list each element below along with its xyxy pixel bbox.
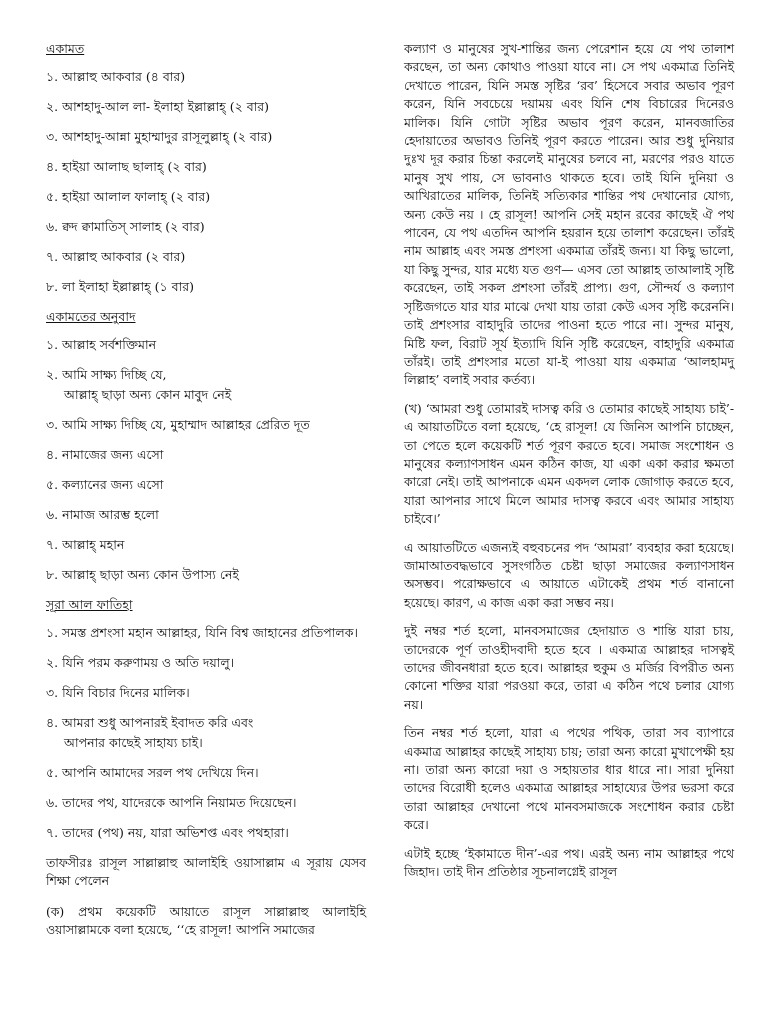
paragraph: এটাই হচ্ছে ‘ইকামাতে দীন’-এর পথ। এরই অন্য নাম আল্লাহর পথে জিহাদ। তাই দীন প্রতিষ্ঠার সূচনালগ্নেই রাসূল [404, 846, 734, 880]
paragraph: তিন নম্বর শর্ত হলো, যারা এ পথের পথিক, তারা সব ব্যাপারে একমাত্র আল্লাহর কাছেই সাহায্য চায়; তারা অন্য কারো মুখাপেক্ষী হয় না। তারা অন্য কারো দয়া ও সহায়তার ধার ধারে না। সারা দুনিয়া তাদের বিরোধী হলেও একমাত্র আল্লাহর সাহায্যের উপর ভরসা করে তারা আল্লাহর দেখানো পথে মানবসমাজকে সংশোধন করার চেষ্টা করে। [404, 726, 734, 833]
iqamah-line: ২. আশহাদু-আল লা- ইলাহা ইল্লাল্লাহ্ (২ বার) [46, 99, 270, 114]
iqamah-line: ৮. লা ইলাহা ইল্লাল্লাহ্ (১ বার) [46, 279, 194, 294]
left-column [46, 40, 366, 952]
translation-line: ৮. আল্লাহ্ ছাড়া অন্য কোন উপাস্য নেই [46, 567, 239, 582]
iqamah-line: ৪. হাইয়া আলাছ ছালাহ্ (২ বার) [46, 159, 207, 174]
iqamah-line: ৫. হাইয়া আলাল ফালাহ্ (২ বার) [46, 189, 211, 204]
fatiha-line: আপনার কাছেই সাহায্য চাই। [64, 735, 203, 750]
translation-line: ৩. আমি সাক্ষ্য দিচ্ছি যে, মুহাম্মাদ আল্লাহর প্রেরিত দূত [46, 417, 310, 432]
fatiha-line: ৩. যিনি বিচার দিনের মালিক। [46, 685, 190, 700]
translation-line: ৫. কল্যানের জন্য এসো [46, 477, 164, 492]
right-column [404, 40, 734, 891]
paragraph-ka: (ক) প্রথম কয়েকটি আয়াতে রাসূল সাল্লাল্লাহু আলাইহি ওয়াসাল্লামকে বলা হয়েছে, ‘‘হে রাসূল! আপনি সমাজের [46, 904, 366, 938]
paragraph: এ আয়াতটিতে এজন্যই বহুবচনের পদ ‘আমরা’ ব্যবহার করা হয়েছে। জামাআতবদ্ধভাবে সুসংগঠিত চেষ্টা ছাড়া সমাজের কল্যাণসাধন অসম্ভব। পরোক্ষভাবে এ আয়াতে এটাকেই প্রথম শর্ত বানানো হয়েছে। কারণ, এ কাজ একা করা সম্ভব নয়। [404, 540, 734, 610]
translation-heading: একামতের অনুবাদ [46, 309, 136, 324]
iqamah-line: ৩. আশহাদু-আন্না মুহাম্মাদুর রাসূলুল্লাহ্ (২ বার) [46, 129, 273, 144]
fatiha-line: ৭. তাদের (পথ) নয়, যারা অভিশপ্ত এবং পথহারা। [46, 825, 289, 840]
translation-line: ২. আমি সাক্ষ্য দিচ্ছি যে, [46, 367, 167, 382]
translation-line: ৪. নামাজের জন্য এসো [46, 447, 164, 462]
paragraph: কল্যাণ ও মানুষের সুখ-শান্তির জন্য পেরেশান হয়ে যে পথ তালাশ করছেন, তা অন্য কোথাও পাওয়া যাবে না। সে পথ একমাত্র তিনিই দেখাতে পারেন, যিনি সমস্ত সৃষ্টির ‘রব’ হিসেবে সবার অভাব পূরণ করেন, যিনি সবচেয়ে দয়াময় এবং যিনি শেষ বিচারের দিনেরও মালিক। যিনি গোটা সৃষ্টির অভাব পূরণ করেন, মানবজাতির হেদায়াতের অভাবও তিনিই পূরণ করতে পারেন। আর শুধু দুনিয়ার দুঃখ দূর করার চিন্তা করলেই মানুষের চলবে না, মরণের পরও যাতে মানুষ সুখ পায়, সে ভাবনাও থাকতে হবে। তাই যিনি দুনিয়া ও আখিরাতের মালিক, তিনিই সত্যিকার শান্তির পথ দেখানোর যোগ্য, অন্য কেউ নয় । হে রাসূল! আপনি সেই মহান রবের কাছেই ঐ পথ পাবেন, যে পথ এতদিন আপনি হয়রান হয়ে তালাশ করেছেন। তাঁরই নাম আল্লাহ এবং সমস্ত প্রশংসা একমাত্র তাঁরই জন্য। যা কিছু ভালো, যা কিছু সুন্দর, যার মধ্যে যত গুণ— এসব তো আল্লাহ তাআলাই সৃষ্টি করেছেন, তাই সকল প্রশংসা তাঁরই প্রাপ্য। গুণ, সৌন্দর্য ও কল্যাণ সৃষ্টিজগতে যার যার মাঝে দেখা যায় তারা কেউ এসব সৃষ্টি করেননি। তাই প্রশংসার বাহাদুরি তাদের পাওনা হতে পারে না। সুন্দর মানুষ, মিষ্টি ফল, বিরাট সূর্য ইত্যাদি যিনি সৃষ্টি করেছেন, বাহাদুরি একমাত্র তাঁরই। তাই প্রশংসার মতো যা-ই পাওয়া যায় একমাত্র ‘আলহামদু লিল্লাহ’ বলাই সবার কর্তব্য। [404, 42, 734, 388]
fatiha-line: ২. যিনি পরম করুণাময় ও অতি দয়ালু। [46, 655, 235, 670]
paragraph: দুই নম্বর শর্ত হলো, মানবসমাজের হেদায়াত ও শান্তি যারা চায়, তাদেরকে পূর্ণ তাওহীদবাদী হতে হবে । একমাত্র আল্লাহর দাসত্বই তাদের জীবনধারা হতে হবে। আল্লাহর হুকুম ও মর্জির বিপরীত অন্য কোনো শক্তির যারা পরওয়া করে, তারা এ কঠিন পথে চলার যোগ্য নয়। [404, 624, 734, 712]
translation-line: ১. আল্লাহ সর্বশক্তিমান [46, 337, 157, 352]
translation-line: আল্লাহ্ ছাড়া অন্য কোন মাবুদ নেই [64, 387, 232, 402]
iqamah-line: ৭. আল্লাহু আকবার (২ বার) [46, 249, 186, 264]
fatiha-heading: সূরা আল ফাতিহা [46, 597, 133, 612]
iqamah-line: ৬. ক্বদ ক্বামাতিস্ সালাহ (২ বার) [46, 219, 205, 234]
fatiha-line: ১. সমস্ত প্রশংসা মহান আল্লাহর, যিনি বিশ্ব জাহানের প্রতিপালক। [46, 625, 358, 640]
fatiha-line: ৬. তাদের পথ, যাদেরকে আপনি নিয়ামত দিয়েছেন। [46, 795, 297, 810]
translation-line: ৭. আল্লাহ্ মহান [46, 537, 125, 552]
tafsir-heading: তাফসীরঃ রাসূল সাল্লাল্লাহু আলাইহি ওয়াসাল্লাম এ সূরায় যেসব শিক্ষা পেলেন [46, 856, 366, 889]
fatiha-line: ৫. আপনি আমাদের সরল পথ দেখিয়ে দিন। [46, 765, 259, 780]
iqamah-line: ১. আল্লাহু আকবার (৪ বার) [46, 69, 186, 84]
paragraph-kha: (খ) ‘আমরা শুধু তোমারই দাসত্ব করি ও তোমার কাছেই সাহায্য চাই’- এ আয়াতটিতে বলা হয়েছে, ‘হে রাসূল! যে জিনিস আপনি চাচ্ছেন, তা পেতে হলে কয়েকটি শর্ত পূরণ করতে হবে। সমাজ সংশোধন ও মানুষের কল্যাণসাধন এমন কঠিন কাজ, যা একা একা করার ক্ষমতা কারো নেই। তাই আপনাকে এমন একদল লোক জোগাড় করতে হবে, যারা আপনার সাথে মিলে আমার দাসত্ব করবে এবং আমার সাহায্য চাইবে।’ [404, 401, 734, 527]
translation-line: ৬. নামাজ আরম্ভ হলো [46, 507, 159, 522]
fatiha-line: ৪. আমরা শুধু আপনারই ইবাদত করি এবং [46, 715, 254, 730]
iqamah-heading: একামত [46, 41, 85, 56]
